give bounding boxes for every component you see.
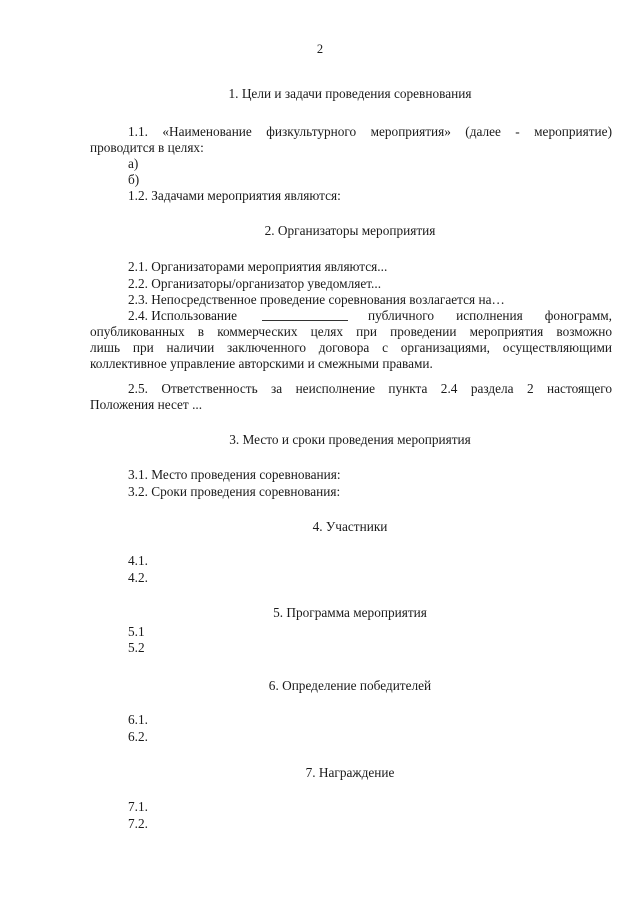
page-number: 2 [316,42,324,56]
section-1-title: 1. Цели и задачи проведения соревнования [228,86,472,101]
section-2-title: 2. Организаторы мероприятия [264,223,436,238]
para-3-1: 3.1. Место проведения соревнования: [128,467,341,482]
item-b: б) [128,172,140,187]
para-5-1: 5.1 [128,624,145,639]
para-1-1-line2: проводится в целях: [90,140,204,155]
para-6-2: 6.2. [128,729,148,744]
para-2-3: 2.3. Непосредственное проведение соревнования возлагается на… [128,292,505,307]
para-2-4-line4: коллективное управление авторскими и смежными правами. [90,356,433,371]
para-2-4-a: 2.4. Использование [128,308,238,323]
para-2-5-line1: 2.5. Ответственность за неисполнение пункта 2.4 раздела 2 настоящего [128,381,612,396]
para-1-1-line1: 1.1. «Наименование физкультурного мероприятия» (далее - мероприятие) [128,124,612,139]
para-2-4-b: публичного исполнения фонограмм, [368,308,612,323]
para-2-1: 2.1. Организаторами мероприятия являются... [128,259,388,274]
para-2-2: 2.2. Организаторы/организатор уведомляет... [128,276,382,291]
para-3-2: 3.2. Сроки проведения соревнования: [128,484,341,499]
para-1-2: 1.2. Задачами мероприятия являются: [128,188,341,203]
para-7-2: 7.2. [128,816,148,831]
blank-line [262,310,348,321]
section-7-title: 7. Награждение [305,765,395,780]
para-2-4-line2: опубликованных в коммерческих целях при проведении мероприятия возможно [90,324,612,339]
para-6-1: 6.1. [128,712,148,727]
para-2-5-line2: Положения несет ... [90,397,203,412]
section-5-title: 5. Программа мероприятия [273,605,427,620]
para-2-4-line3: лишь при наличии заключенного договора с организациями, осуществляющими [90,340,612,355]
item-a: а) [128,156,139,171]
section-6-title: 6. Определение победителей [268,678,432,693]
section-3-title: 3. Место и сроки проведения мероприятия [229,432,471,447]
para-4-1: 4.1. [128,553,148,568]
para-7-1: 7.1. [128,799,148,814]
section-4-title: 4. Участники [312,519,388,534]
para-5-2: 5.2 [128,640,145,655]
para-4-2: 4.2. [128,570,148,585]
